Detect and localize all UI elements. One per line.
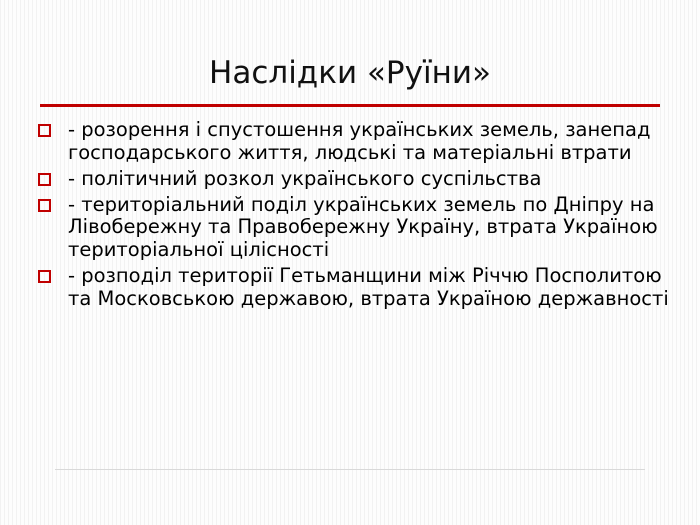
square-outline-icon <box>38 199 51 212</box>
footer-divider <box>55 469 645 470</box>
content-body <box>0 119 700 314</box>
title-divider <box>40 104 660 107</box>
list-item-label: - територіальний поділ українських земель по Дніпру на Лівобережну та Правобережну Україну, втрата Україною територіальної цілісності <box>68 192 658 262</box>
list-item <box>34 265 678 311</box>
list-item <box>34 168 678 191</box>
list-item-label: - розорення і спустошення українських земель, занепад господарського життя, людські та матеріальні втрати <box>68 118 651 164</box>
list-item <box>34 194 678 262</box>
square-outline-icon <box>38 173 51 186</box>
square-outline-icon <box>38 270 51 283</box>
page-title: Наслідки «Руїни» <box>209 55 491 91</box>
list-item-label: - політичний розкол українського суспільства <box>68 166 542 190</box>
list-item-label: - розподіл території Гетьманщини між Річчю Посполитою та Московською державою, втрата Україною державності <box>68 263 669 310</box>
square-outline-icon <box>38 124 51 137</box>
title-block <box>0 0 700 107</box>
bullet-list <box>34 119 678 311</box>
list-item <box>34 119 678 165</box>
